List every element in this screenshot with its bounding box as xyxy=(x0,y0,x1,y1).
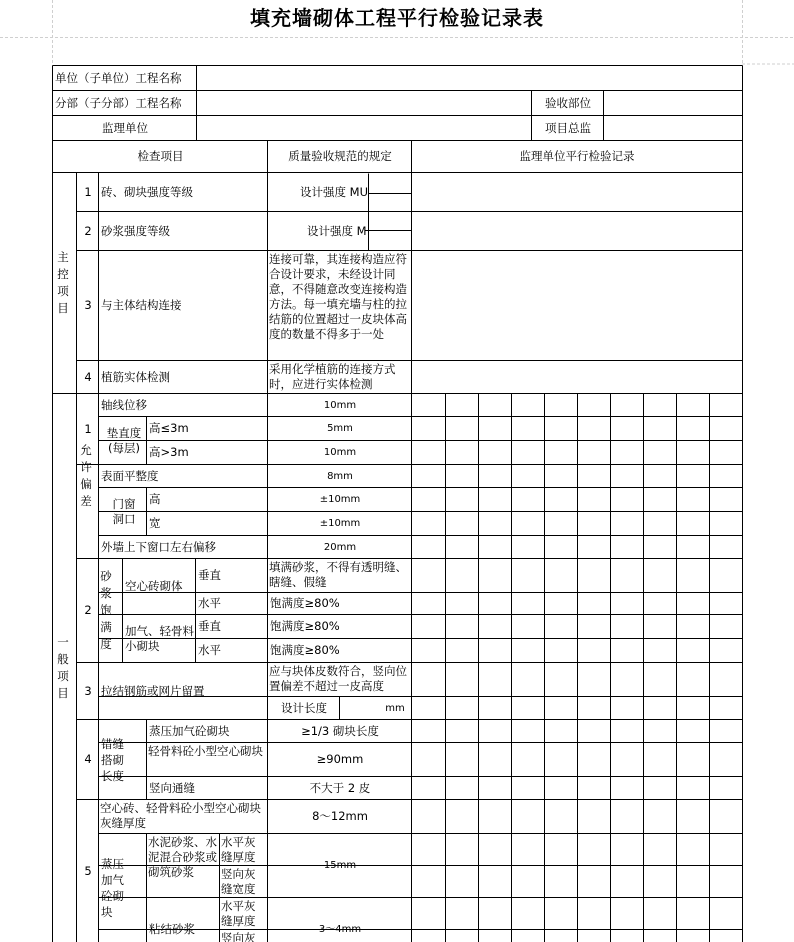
general-group-label: 一 般 项 目 xyxy=(57,635,69,700)
opening-name: 门窗 洞口 xyxy=(112,496,136,526)
col-quality-spec: 质量验收规范的规定 xyxy=(288,149,392,163)
verticality-name: 垫直度 (每层) xyxy=(106,425,142,455)
unit-name-value[interactable] xyxy=(197,66,742,90)
main-item-name: 砂浆强度等级 xyxy=(101,223,170,238)
mortar-label: 砂 浆 饱 满 度 xyxy=(100,569,112,651)
page-title: 填充墙砌体工程平行检验记录表 xyxy=(250,6,544,30)
cement-mortar: 水泥砂浆、水泥混合砂浆或砌筑砂浆 xyxy=(148,835,217,879)
light-concrete: 轻骨料砼小型空心砌块 xyxy=(148,744,263,758)
horizontal-joint: 水平灰缝厚度 xyxy=(221,835,256,864)
light-vertical-spec: 饱满度≥80% xyxy=(270,619,340,633)
vertical-joint: 竖向通缝 xyxy=(149,780,195,795)
subunit-name-label: 分部（子分部）工程名称 xyxy=(55,95,182,110)
mortar-no: 2 xyxy=(84,603,92,617)
opening-height: 高 xyxy=(149,492,161,506)
main-item-no: 1 xyxy=(84,184,92,199)
hollow-brick: 空心砖砌体 xyxy=(125,579,183,593)
main-item-name: 植筋实体检测 xyxy=(101,369,170,384)
light-concrete-spec: ≥90mm xyxy=(316,752,364,766)
opening-height-spec: ±10mm xyxy=(319,494,361,505)
vertical-joint-width: 竖向灰缝宽度 xyxy=(221,867,256,896)
main-item-name: 砖、砌块强度等级 xyxy=(101,184,193,199)
tie-unit: mm xyxy=(385,702,405,714)
main-item-spec: 设计强度 MU xyxy=(300,184,368,199)
verticality-le-spec: 5mm xyxy=(327,423,353,434)
vertical-joint-2: 竖向灰 xyxy=(221,931,256,942)
axis-spec: 10mm xyxy=(323,399,357,411)
verticality-gt-spec: 10mm xyxy=(323,447,357,458)
joints-no: 5 xyxy=(84,863,92,878)
main-item-spec: 设计强度 M xyxy=(307,223,367,238)
hollow-vertical: 垂直 xyxy=(198,568,221,582)
hollow-horizontal: 水平 xyxy=(198,596,221,610)
light-horizontal: 水平 xyxy=(198,643,221,657)
aerated-joint-label: 蒸压 加气 砼砌 块 xyxy=(101,857,124,919)
main-item-no: 3 xyxy=(84,298,92,312)
vertical-joint-spec: 不大于 2 皮 xyxy=(309,780,371,795)
hollow-joint-spec: 8～12mm xyxy=(312,809,368,823)
horizontal-joint-2: 水平灰缝厚度 xyxy=(221,899,256,928)
light-block: 加气、轻骨料小砌块 xyxy=(125,623,194,653)
supervision-unit-label: 监理单位 xyxy=(102,120,148,135)
main-item-spec: 采用化学植筋的连接方式时，应进行实体检测 xyxy=(269,362,396,391)
deviation-no: 1 xyxy=(84,421,92,436)
main-item-no: 4 xyxy=(84,369,92,384)
unit-name-label: 单位（子单位）工程名称 xyxy=(55,70,182,85)
bonding-spec: 3～4mm xyxy=(318,923,362,935)
project-chief-label: 项目总监 xyxy=(545,120,591,135)
tie-spec: 应与块体皮数符合，竖向位置偏差不超过一皮高度 xyxy=(269,664,407,693)
main-item-spec: 连接可靠，其连接构造应符合设计要求，未经设计同意，不得随意改变连接构造方法。每一填充墙与柱的拉结筋的位置超过一皮块体高度的数量不得多于一处 xyxy=(269,252,407,341)
opening-width: 宽 xyxy=(149,516,161,530)
tie-name: 拉结钢筋或网片留置 xyxy=(101,683,205,698)
window-offset-name: 外墙上下窗口左右偏移 xyxy=(101,539,216,554)
tie-no: 3 xyxy=(84,683,92,698)
main-item-no: 2 xyxy=(84,223,92,238)
main-item-name: 与主体结构连接 xyxy=(101,298,182,312)
staggered-no: 4 xyxy=(84,752,92,766)
verticality-gt: 高>3m xyxy=(149,445,189,459)
col-parallel-record: 监理单位平行检验记录 xyxy=(519,149,635,163)
hollow-vertical-spec: 填满砂浆，不得有透明缝、瞎缝、假缝 xyxy=(269,560,407,589)
acceptance-location-label: 验收部位 xyxy=(545,95,591,110)
light-horizontal-spec: 饱满度≥80% xyxy=(270,643,340,657)
verticality-le: 高≤3m xyxy=(149,421,189,435)
window-offset-spec: 20mm xyxy=(323,541,357,553)
bonding-mortar: 粘结砂浆 xyxy=(149,921,195,936)
aerated-spec: ≥1/3 砌块长度 xyxy=(301,723,379,738)
axis-name: 轴线位移 xyxy=(101,397,147,412)
main-group-label: 主 控 项 目 xyxy=(57,250,69,315)
col-inspection-item: 检查项目 xyxy=(137,149,184,163)
hollow-horizontal-spec: 饱满度≥80% xyxy=(270,596,340,610)
aerated: 蒸压加气砼砌块 xyxy=(149,723,230,738)
light-vertical: 垂直 xyxy=(198,619,221,633)
staggered-label: 错缝 搭砌 长度 xyxy=(101,736,124,783)
hollow-joint: 空心砖、轻骨料砼小型空心砌块灰缝厚度 xyxy=(100,801,261,830)
opening-width-spec: ±10mm xyxy=(319,518,361,529)
deviation-label: 允 许 偏 差 xyxy=(80,443,92,508)
tie-design-length-label: 设计长度 xyxy=(281,700,327,715)
flatness-spec: 8mm xyxy=(327,470,353,482)
flatness-name: 表面平整度 xyxy=(101,468,159,483)
cement-spec: 15mm xyxy=(323,860,357,871)
